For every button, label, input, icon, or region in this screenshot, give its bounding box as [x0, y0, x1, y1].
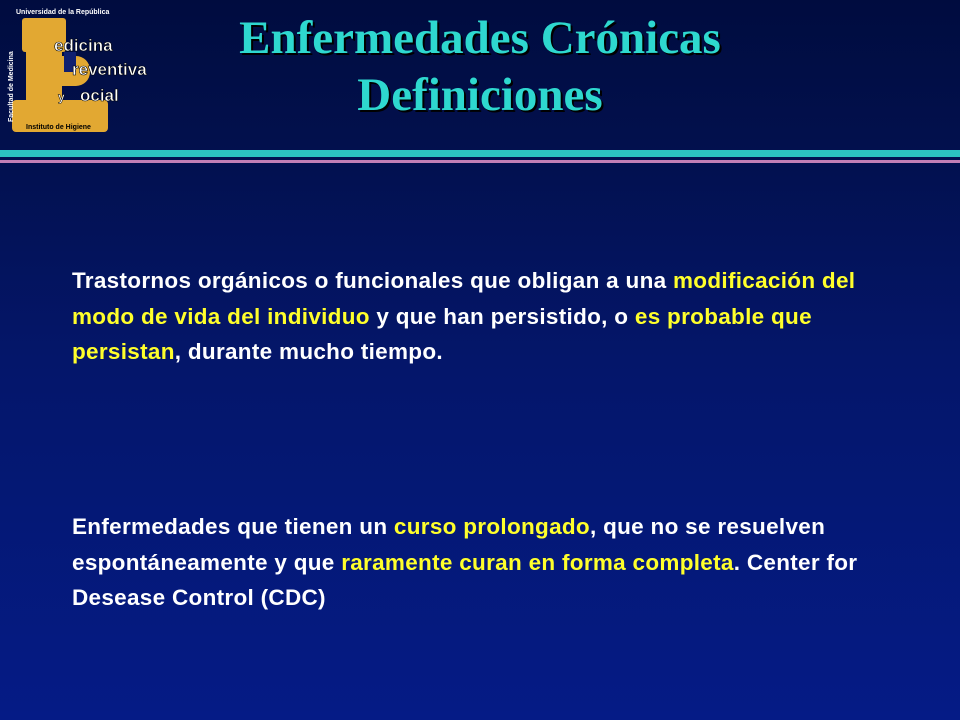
definition-paragraph-2	[72, 509, 922, 616]
definition-1-text-2: y que han persistido, o	[369, 303, 635, 329]
slide-title-line-2: Definiciones	[357, 69, 603, 121]
slide-title	[150, 10, 810, 124]
definition-1-text-3: , durante mucho tiempo.	[174, 339, 443, 364]
definition-2-text-2: , que no se resuelven espontáneamente y que	[72, 514, 826, 575]
title-divider-pink	[0, 160, 960, 163]
definition-2-highlight-2: raramente curan en forma completa	[341, 549, 734, 575]
definition-1-highlight-2: es probable que persistan	[72, 303, 812, 364]
logo-institute-text: Instituto de Higiene	[26, 124, 91, 131]
logo-word-preventiva: reventiva	[72, 60, 147, 79]
logo-word-medicina: edicina	[54, 36, 113, 55]
definition-2-text-3: . Center for Desease Control (CDC)	[72, 549, 858, 610]
definition-paragraph-1	[72, 263, 922, 370]
definition-1-highlight-1: modificación del modo de vida del individuo	[72, 268, 856, 329]
slide-title-line-1: Enfermedades Crónicas	[239, 12, 721, 64]
definition-2-text-1: Enfermedades que tienen un	[72, 514, 394, 539]
logo-word-social: ocial	[80, 86, 119, 105]
definition-1-text-1: Trastornos orgánicos o funcionales que obligan a una	[72, 268, 673, 293]
institute-logo	[6, 4, 156, 144]
logo-university-text: Universidad de la República	[16, 9, 110, 16]
title-divider-teal	[0, 150, 960, 157]
definition-2-highlight-1: curso prolongado	[393, 514, 590, 539]
logo-faculty-text: Facultad de Medicina	[8, 51, 15, 122]
logo-word-y: y	[58, 90, 65, 104]
